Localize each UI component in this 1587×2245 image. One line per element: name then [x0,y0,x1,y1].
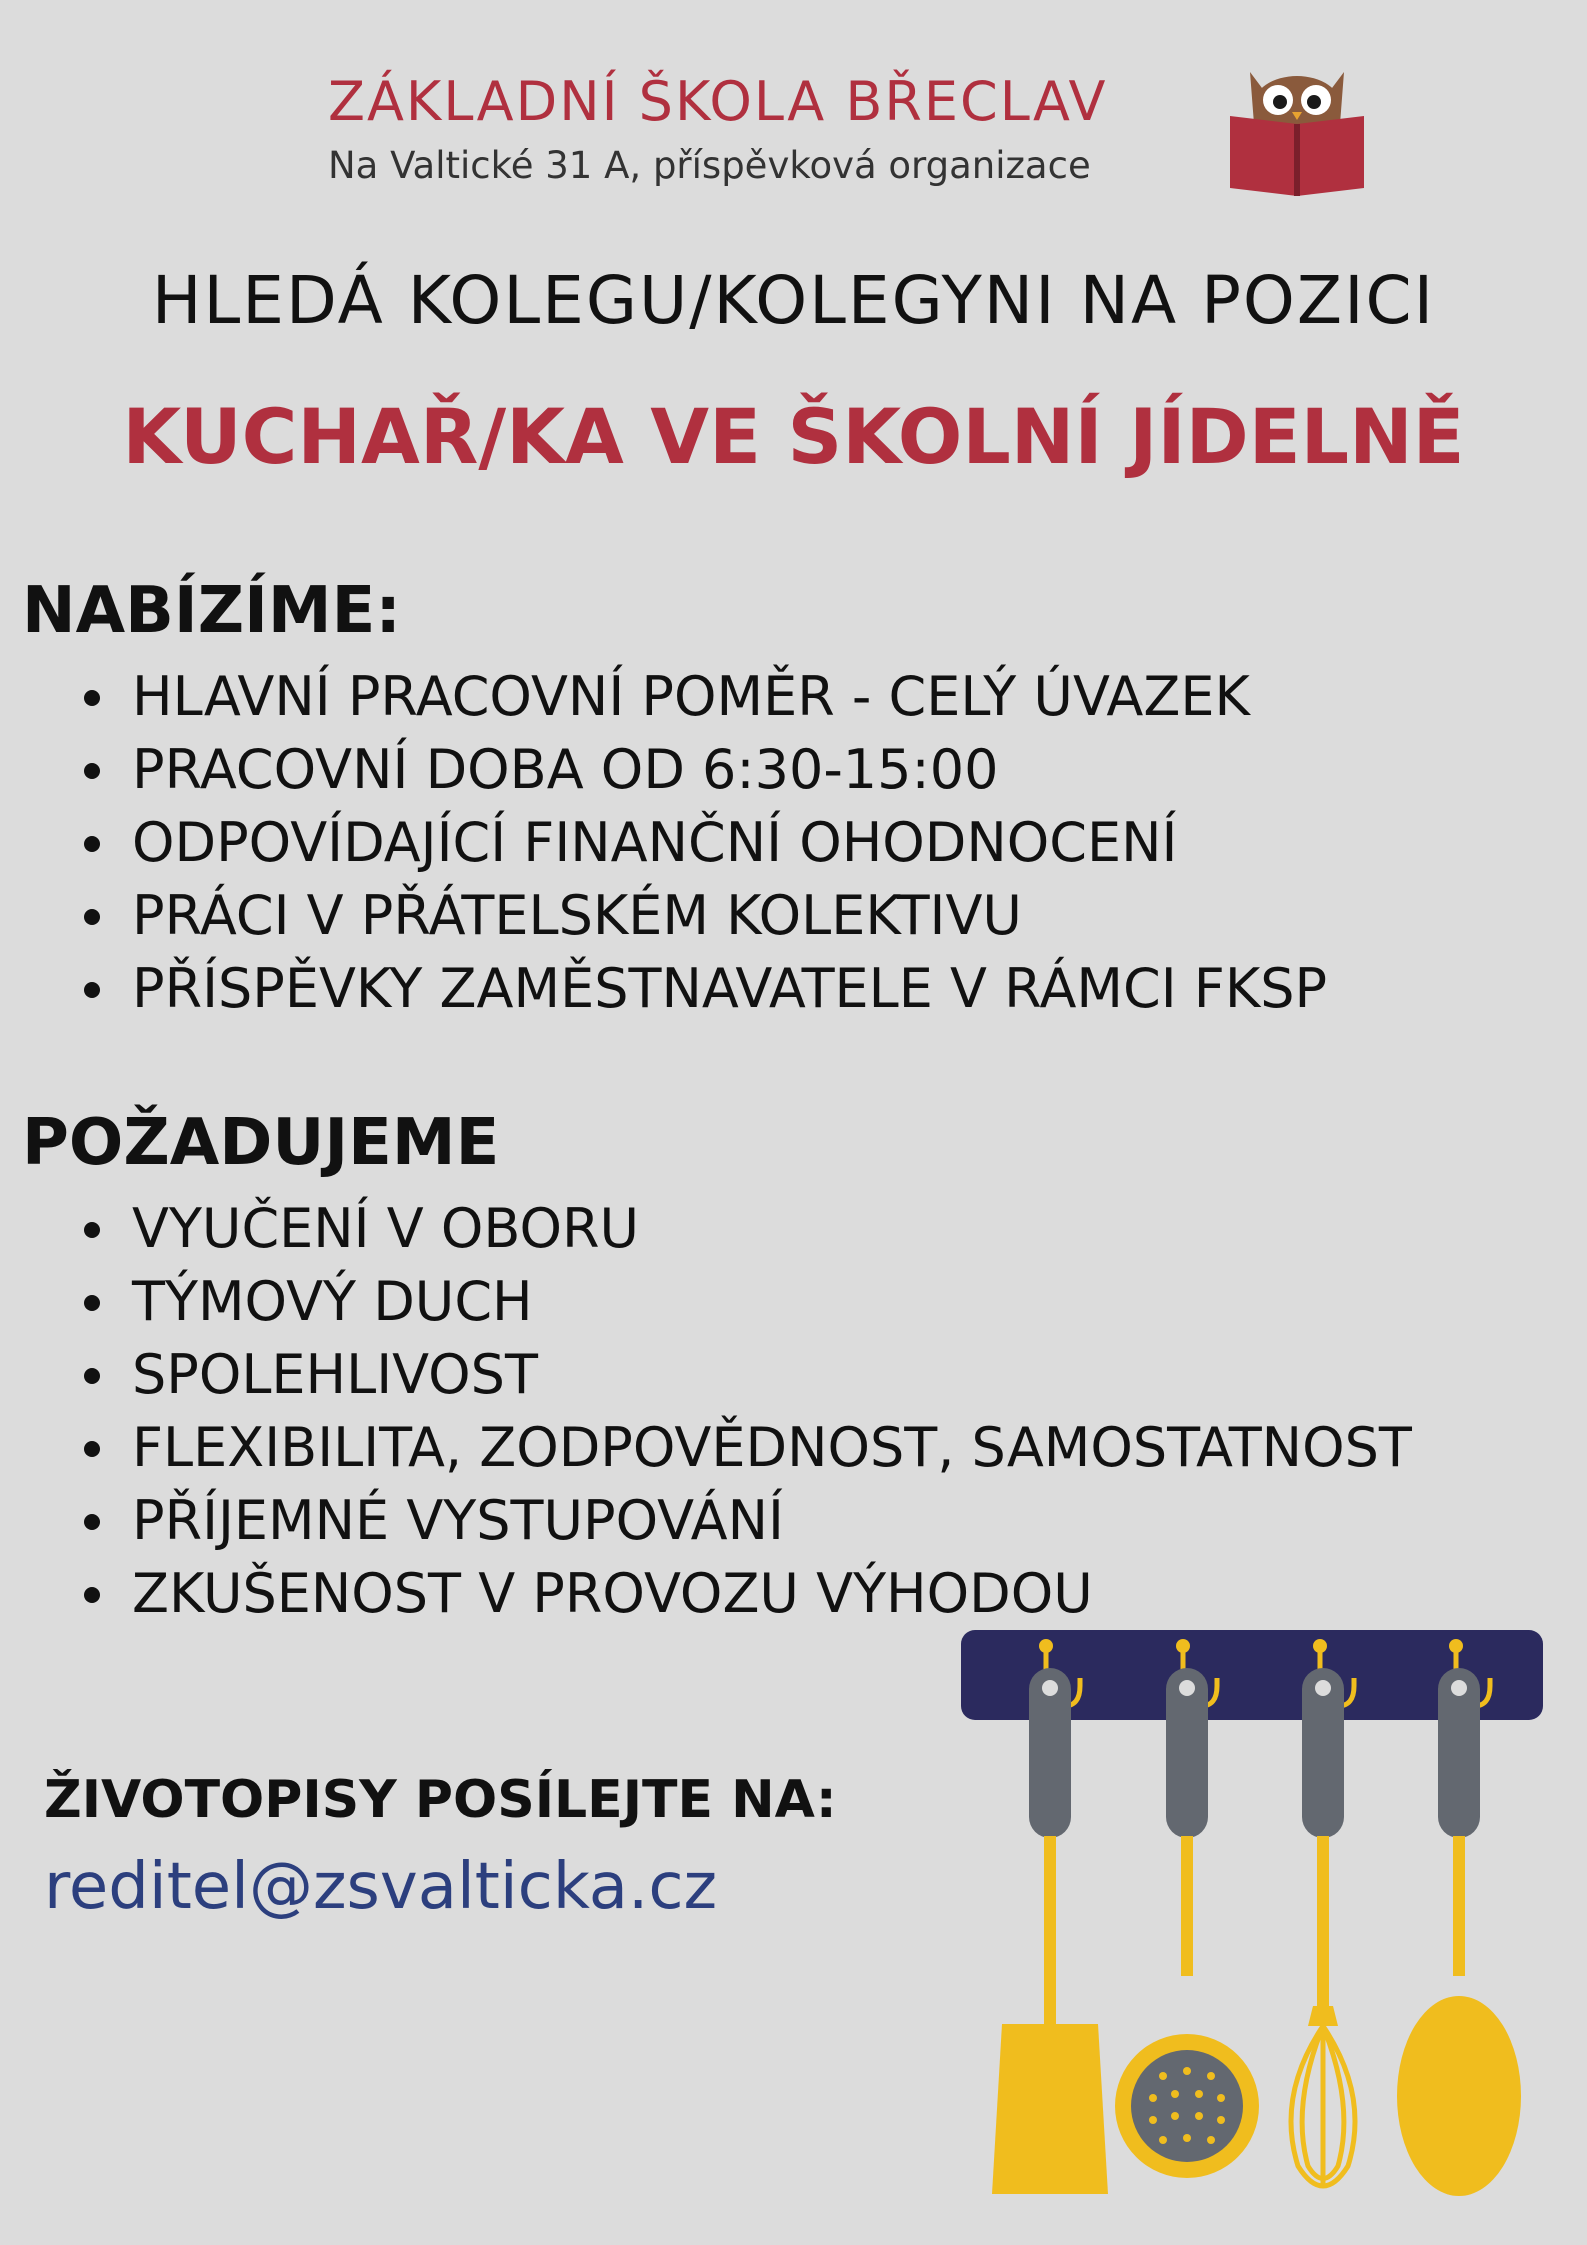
offer-list [84,660,1327,1025]
list-item: FLEXIBILITA, ZODPOVĚDNOST, SAMOSTATNOST [84,1411,1412,1484]
list-item: HLAVNÍ PRACOVNÍ POMĚR - CELÝ ÚVAZEK [84,660,1327,733]
requirements-title: POŽADUJEME [22,1106,500,1180]
list-item: PŘÍJEMNÉ VYSTUPOVÁNÍ [84,1484,1412,1557]
list-item: SPOLEHLIVOST [84,1338,1412,1411]
list-item: TÝMOVÝ DUCH [84,1265,1412,1338]
list-item: ZKUŠENOST V PROVOZU VÝHODOU [84,1557,1412,1630]
school-subtitle: Na Valtické 31 A, příspěvková organizace [328,144,1091,187]
list-item: PRÁCI V PŘÁTELSKÉM KOLEKTIVU [84,879,1327,952]
list-item: PŘÍSPĚVKY ZAMĚSTNAVATELE V RÁMCI FKSP [84,952,1327,1025]
offer-title: NABÍZÍME: [22,574,401,648]
owl-reading-book-icon [1222,54,1372,204]
kitchen-utensils-rack-icon [958,1626,1548,2201]
requirements-list [84,1192,1412,1630]
school-name: ZÁKLADNÍ ŠKOLA BŘECLAV [328,70,1108,133]
headline: HLEDÁ KOLEGU/KOLEGYNI NA POZICI [151,262,1436,339]
list-item: ODPOVÍDAJÍCÍ FINANČNÍ OHODNOCENÍ [84,806,1327,879]
contact-email[interactable]: reditel@zsvalticka.cz [44,1850,718,1924]
position-title: KUCHAŘ/KA VE ŠKOLNÍ JÍDELNĚ [122,392,1465,481]
list-item: VYUČENÍ V OBORU [84,1192,1412,1265]
list-item: PRACOVNÍ DOBA OD 6:30-15:00 [84,733,1327,806]
contact-label: ŽIVOTOPISY POSÍLEJTE NA: [44,1770,837,1830]
